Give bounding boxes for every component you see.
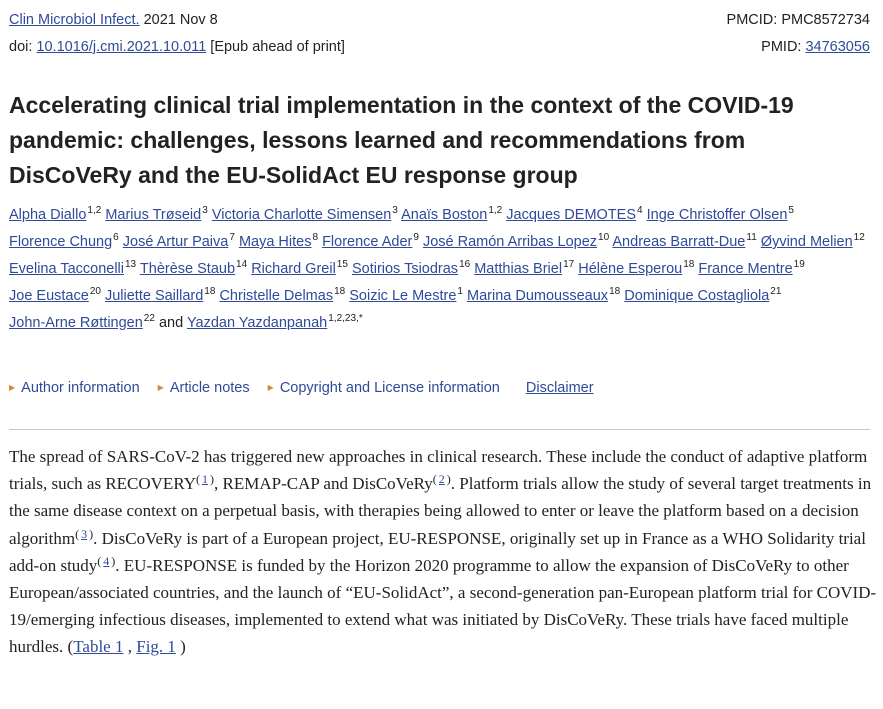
affiliation-superscript: 1,2 <box>488 205 503 216</box>
publication-date: 2021 Nov 8 <box>143 12 218 28</box>
affiliation-superscript: 10 <box>598 232 610 243</box>
author-entry <box>123 234 235 250</box>
author-entry <box>251 261 348 277</box>
pmcid: PMCID: PMC8572734 <box>726 12 870 28</box>
affiliation-superscript: 3 <box>392 205 398 216</box>
author-link[interactable]: Inge Christoffer Olsen <box>646 207 788 223</box>
author-link[interactable]: Christelle Delmas <box>219 288 334 304</box>
affiliation-superscript: 1 <box>457 286 463 297</box>
triangle-right-icon: ▶ <box>9 383 16 392</box>
epub-note: [Epub ahead of print] <box>210 39 345 55</box>
author-link[interactable]: France Mentre <box>698 261 793 277</box>
author-entry <box>9 315 155 331</box>
author-entry <box>322 234 419 250</box>
author-link[interactable]: Joe Eustace <box>9 288 89 304</box>
author-entry <box>612 234 756 250</box>
affiliation-superscript: 13 <box>125 259 137 270</box>
author-information-toggle[interactable]: ▶ Author information <box>9 380 140 396</box>
affiliation-superscript: 20 <box>89 286 101 297</box>
author-entry <box>349 288 463 304</box>
reference-link-2[interactable]: 2 <box>438 472 445 487</box>
affiliation-superscript: 1,2 <box>87 205 102 216</box>
author-entry <box>140 261 247 277</box>
author-link[interactable]: José Ramón Arribas Lopez <box>422 234 598 250</box>
author-entry <box>9 261 136 277</box>
author-entry <box>423 234 609 250</box>
author-entry <box>761 234 865 250</box>
affiliation-superscript: 18 <box>609 286 621 297</box>
citation-ref: ( 2 ) <box>432 472 451 487</box>
affiliation-superscript: 1,2,23,* <box>328 313 363 324</box>
section-divider <box>9 429 870 430</box>
author-entry <box>647 207 794 223</box>
author-entry <box>624 288 781 304</box>
author-entry <box>9 207 101 223</box>
affiliation-superscript: 11 <box>746 232 757 243</box>
reference-link-1[interactable]: 1 <box>202 472 208 487</box>
abstract-paragraph: The spread of SARS-CoV-2 has triggered new approaches in clinical research. These include the conduct of adaptive platform trials, such as RECOVERY$^{( 1 )}$, REMAP-CAP and DisCoVeRy$^{( 2 )}$. Platform trials allow the study of several target treatments in the same disease context on a perpetual basis, with therapies being allowed to enter or leave the platform based on a decision algorithm$^{( 3 )}$. DisCoVeRy is part of a European project, EU-RESPONSE, originally set up in France as a WHO Solidarity trial add-on study$^{( 4 )}$. EU-RESPONSE is funded by the Horizon 2020 programme to allow the expansion of DisCoVeRy to other European/associated countries, and the launch of “EU-SolidAct”, a second-generation pan-European platform trial for COVID-19/emerging infectious diseases, implemented to extend what was initiated by DisCoVeRy. These trials have faced multiple hurdles. (Table 1 , Fig. 1 ) <box>9 447 877 657</box>
author-entry <box>239 234 318 250</box>
doi-label: doi: <box>9 39 37 55</box>
author-link[interactable]: Anaïs Boston <box>401 207 488 223</box>
article-notes-toggle[interactable]: ▶ Article notes <box>157 380 250 396</box>
reference-link-3[interactable]: 3 <box>81 526 88 541</box>
table-1-link[interactable]: Table 1 <box>73 637 124 657</box>
author-link[interactable]: Victoria Charlotte Simensen <box>211 207 392 223</box>
author-link[interactable]: Marina Dumousseaux <box>467 288 609 304</box>
citation-ref: ( 3 ) <box>75 526 94 541</box>
author-link[interactable]: John-Arne Røttingen <box>9 315 143 331</box>
and-conjunction: and <box>158 315 184 331</box>
author-entry <box>506 207 642 223</box>
figure-1-link[interactable]: Fig. 1 <box>136 637 176 657</box>
author-entry <box>352 261 470 277</box>
affiliation-superscript: 8 <box>312 232 319 243</box>
article-title: Accelerating clinical trial implementation in the context of the COVID-19 pandemic: challenges, lessons learned and recommendations from DisCoVeRy and the EU-SolidAct EU response group <box>9 92 794 188</box>
author-link[interactable]: Thèrèse Staub <box>139 261 236 277</box>
author-link[interactable]: Hélène Esperou <box>578 261 683 277</box>
article-info-expanders <box>9 378 594 398</box>
author-link[interactable]: Alpha Diallo <box>9 207 87 223</box>
author-entry <box>9 234 119 250</box>
affiliation-superscript: 3 <box>202 205 208 216</box>
author-entry <box>698 261 804 277</box>
author-entry <box>187 315 363 331</box>
author-link[interactable]: Øyvind Melien <box>760 234 853 250</box>
affiliation-superscript: 17 <box>563 259 575 270</box>
triangle-right-icon: ▶ <box>157 383 164 392</box>
journal-link[interactable]: Clin Microbiol Infect. <box>9 12 140 28</box>
author-link[interactable]: Evelina Tacconelli <box>9 261 124 277</box>
author-entry <box>474 261 574 277</box>
author-link[interactable]: Soizic Le Mestre <box>349 288 457 304</box>
triangle-right-icon: ▶ <box>267 383 274 392</box>
copyright-license-toggle[interactable]: ▶ Copyright and License information <box>267 380 500 396</box>
author-entry <box>219 288 345 304</box>
author-link[interactable]: Juliette Saillard <box>104 288 204 304</box>
author-link[interactable]: Matthias Briel <box>474 261 563 277</box>
author-link[interactable]: Andreas Barratt-Due <box>612 234 746 250</box>
author-link[interactable]: Jacques DEMOTES <box>506 207 637 223</box>
citation-ref: ( 1 ) <box>196 472 214 487</box>
author-link[interactable]: Florence Chung <box>9 234 113 250</box>
affiliation-superscript: 19 <box>793 259 805 270</box>
author-link[interactable]: Dominique Costagliola <box>624 288 770 304</box>
author-entry <box>401 207 502 223</box>
affiliation-superscript: 18 <box>334 286 346 297</box>
affiliation-superscript: 6 <box>113 232 119 243</box>
author-link[interactable]: José Artur Paiva <box>122 234 229 250</box>
affiliation-superscript: 18 <box>683 259 695 270</box>
affiliation-superscript: 7 <box>229 232 235 243</box>
author-link[interactable]: Maya Hites <box>238 234 312 250</box>
reference-link-4[interactable]: 4 <box>103 553 110 568</box>
affiliation-superscript: 14 <box>236 259 248 270</box>
author-entry <box>578 261 694 277</box>
author-entry <box>105 288 215 304</box>
author-link[interactable]: Marius Trøseid <box>105 207 202 223</box>
affiliation-superscript: 16 <box>459 259 471 270</box>
author-list <box>9 202 877 337</box>
pmid-link[interactable]: 34763056 <box>805 39 870 55</box>
author-link[interactable]: Yazdan Yazdanpanah <box>186 315 328 331</box>
affiliation-superscript: 9 <box>413 232 419 243</box>
affiliation-superscript: 22 <box>143 313 155 324</box>
affiliation-superscript: 5 <box>788 205 794 216</box>
author-entry <box>212 207 398 223</box>
affiliation-superscript: 21 <box>770 286 782 297</box>
author-entry <box>9 288 101 304</box>
disclaimer-link[interactable]: Disclaimer <box>525 380 594 396</box>
citation-ref: ( 4 ) <box>97 553 116 568</box>
affiliation-superscript: 4 <box>637 205 643 216</box>
affiliation-superscript: 18 <box>204 286 216 297</box>
author-entry <box>105 207 207 223</box>
doi-link[interactable]: 10.1016/j.cmi.2021.10.011 <box>36 39 207 55</box>
affiliation-superscript: 12 <box>853 232 865 243</box>
author-link[interactable]: Sotirios Tsiodras <box>351 261 459 277</box>
author-link[interactable]: Florence Ader <box>322 234 413 250</box>
author-entry <box>467 288 620 304</box>
author-link[interactable]: Richard Greil <box>251 261 336 277</box>
pmid-label: PMID: <box>761 39 806 55</box>
affiliation-superscript: 15 <box>336 259 348 270</box>
